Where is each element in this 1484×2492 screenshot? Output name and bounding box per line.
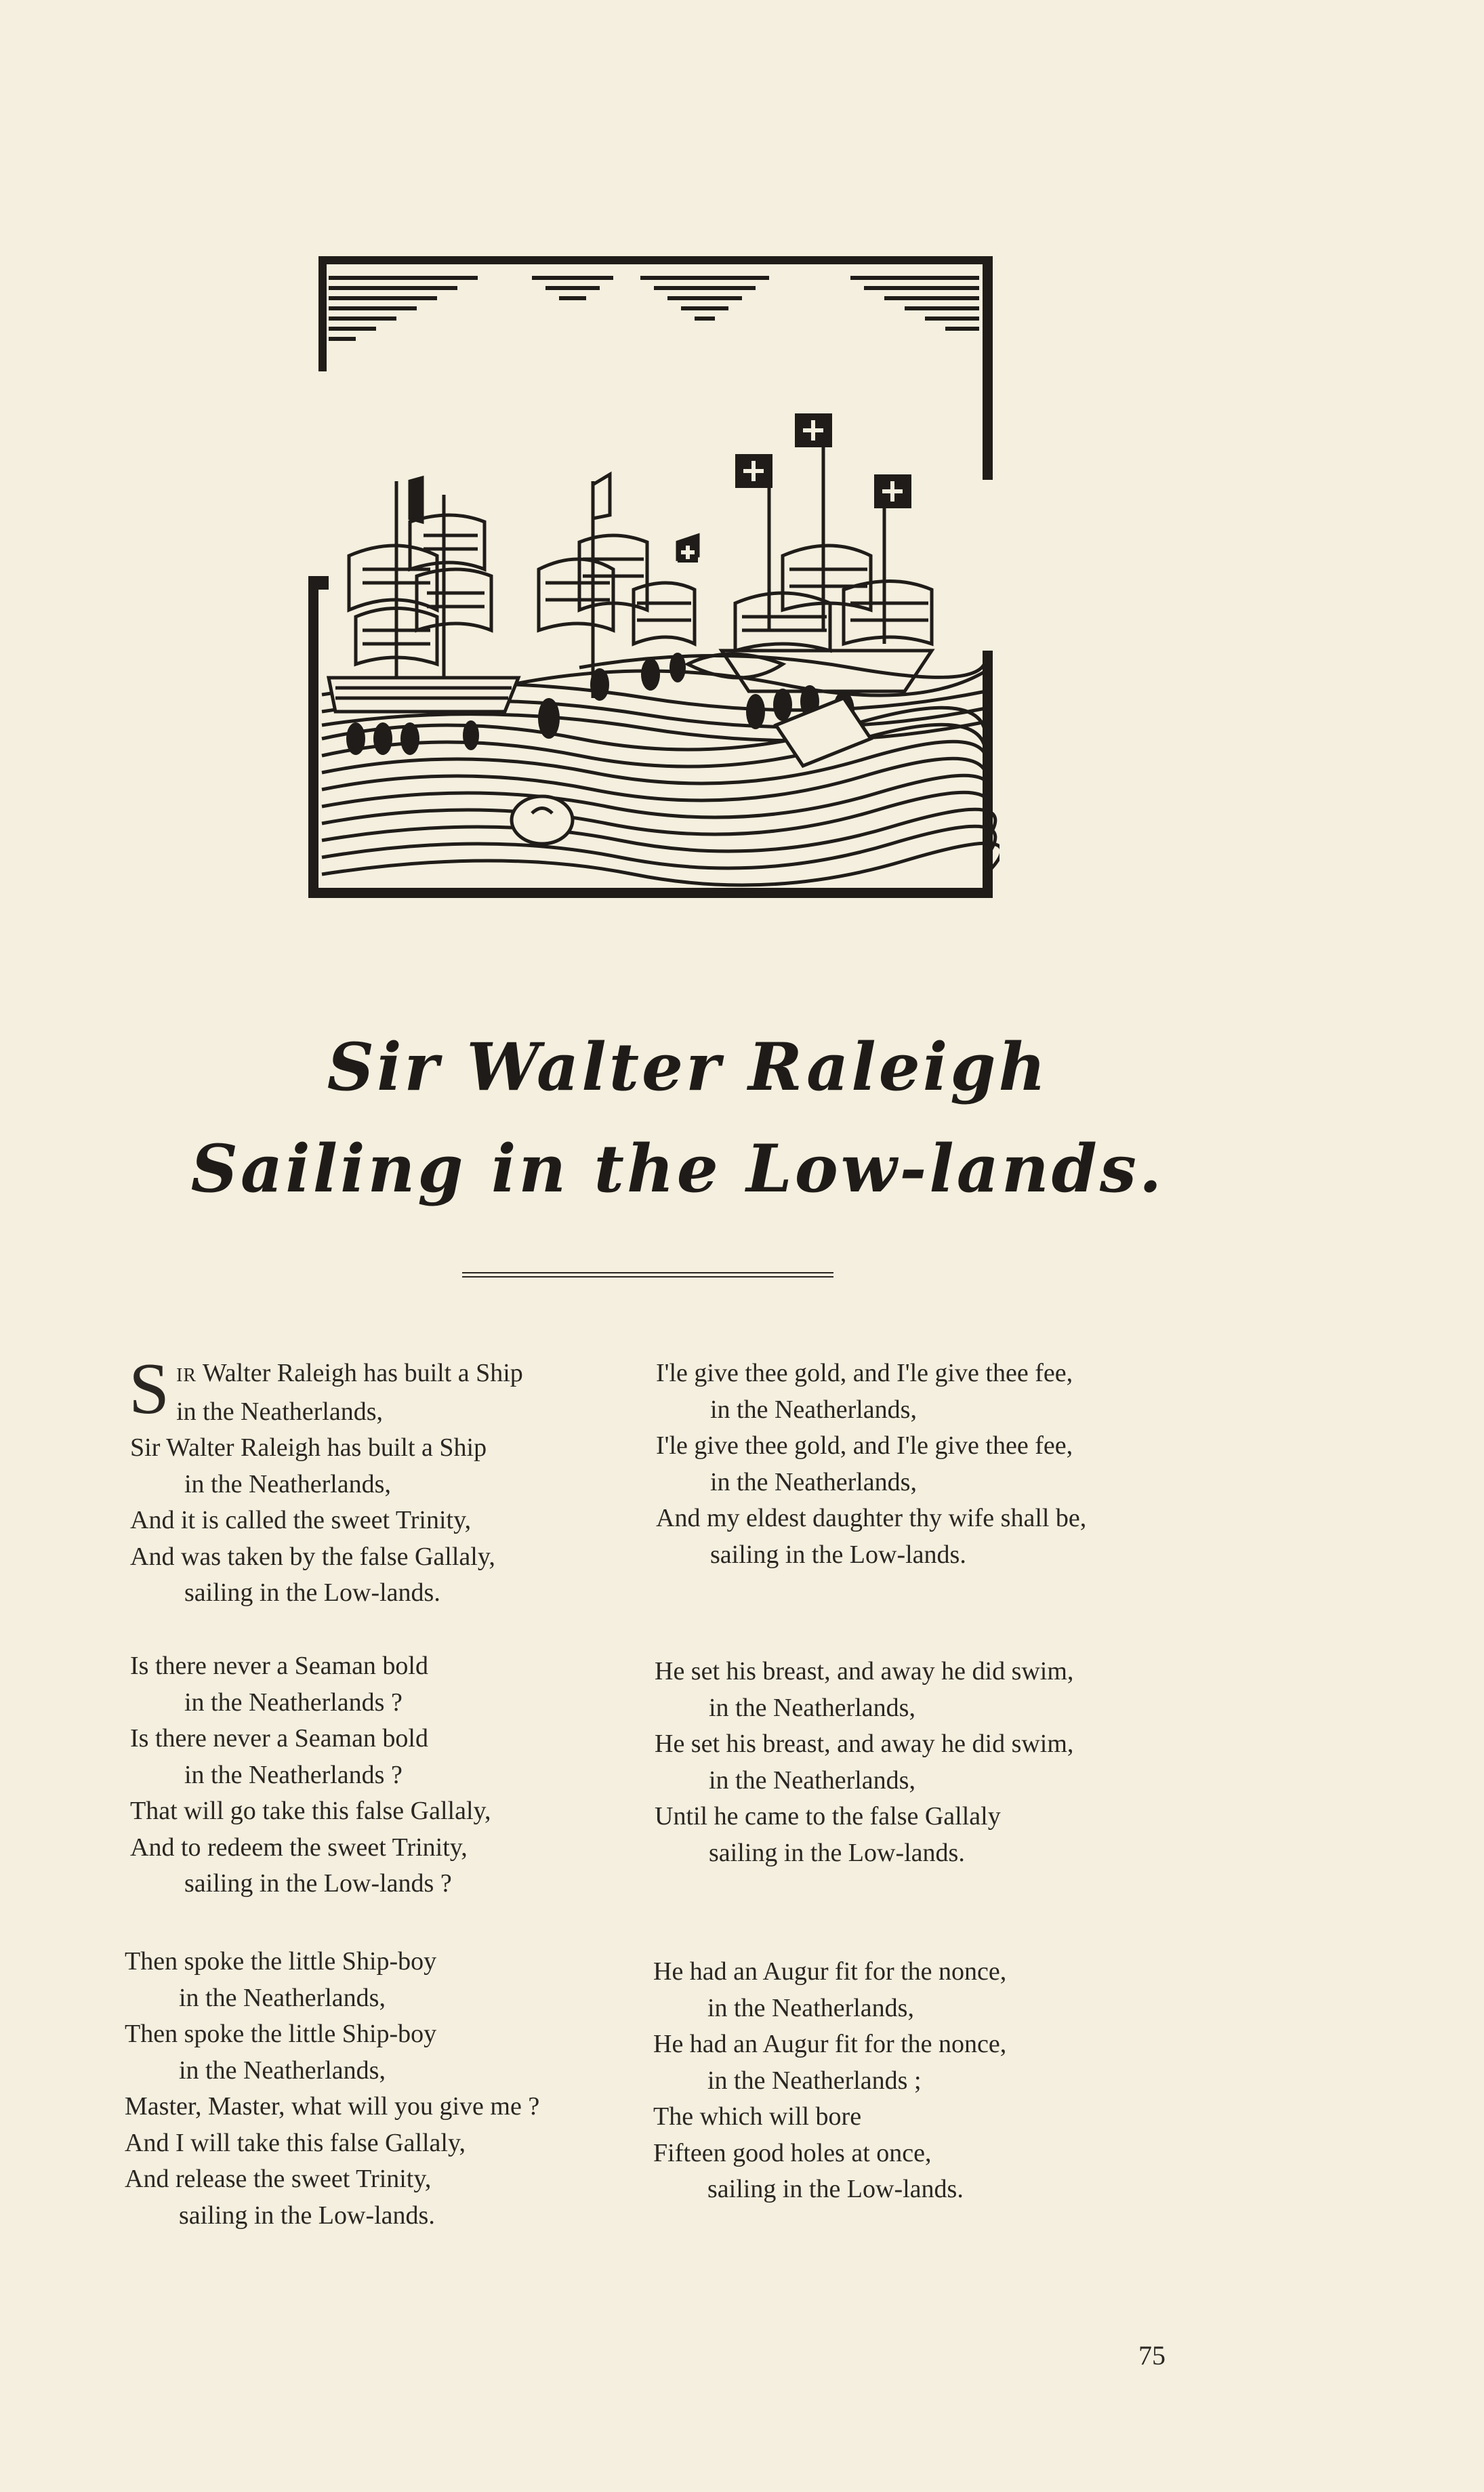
stanza-4	[656, 1355, 1171, 1573]
poem-line: in the Neatherlands,	[710, 1467, 917, 1496]
poem-line: in the Neatherlands,	[176, 1397, 384, 1426]
poem-line-text: Walter Raleigh has built a Ship	[197, 1359, 523, 1387]
poem-line: sailing in the Low-lands ?	[184, 1869, 452, 1898]
poem-line: in the Neatherlands ?	[184, 1760, 403, 1789]
poem-line: He set his breast, and away he did swim,	[655, 1657, 1074, 1686]
poem-line: in the Neatherlands,	[184, 1469, 391, 1498]
poem-line: sailing in the Low-lands.	[184, 1578, 440, 1607]
poem-line: Is there never a Seaman bold	[130, 1652, 428, 1680]
poem-line: And my eldest daughter thy wife shall be,	[656, 1504, 1087, 1532]
stanza-6	[653, 1954, 1168, 2208]
poem-line: Master, Master, what will you give me ?	[125, 2092, 540, 2121]
title-divider	[462, 1272, 833, 1279]
poem-line: sailing in the Low-lands.	[709, 1838, 965, 1867]
poem-line: And I will take this false Gallaly,	[125, 2128, 466, 2157]
poem-line	[130, 1355, 645, 1394]
stanza-5	[655, 1654, 1170, 1871]
stanza-1	[129, 1349, 645, 1612]
poem-line: in the Neatherlands,	[179, 1983, 386, 2012]
page-title-line-1: Sir Walter Raleigh	[327, 1029, 1049, 1105]
poem-line: in the Neatherlands ?	[184, 1688, 403, 1717]
poem-line: I'le give thee gold, and I'le give thee fee,	[656, 1431, 1073, 1460]
poem-line: sailing in the Low-lands.	[179, 2201, 435, 2230]
poem-line: in the Neatherlands,	[709, 1765, 915, 1795]
poem-line: He had an Augur fit for the nonce,	[653, 2030, 1007, 2058]
poem-line: The which will bore	[653, 2102, 862, 2131]
poem-line: Sir Walter Raleigh has built a Ship	[130, 1433, 487, 1462]
poem-line: He had an Augur fit for the nonce,	[653, 1957, 1007, 1986]
poem-line: I'le give thee gold, and I'le give thee fee,	[656, 1359, 1073, 1387]
poem-line: Then spoke the little Ship-boy	[125, 2020, 437, 2048]
poem-line: in the Neatherlands,	[710, 1395, 917, 1424]
stanza-2	[130, 1648, 645, 1902]
poem-line: in the Neatherlands ;	[707, 2066, 922, 2095]
poem-line: And to redeem the sweet Trinity,	[130, 1833, 468, 1862]
poem-line: in the Neatherlands,	[709, 1693, 915, 1722]
poem-line: sailing in the Low-lands.	[710, 1540, 966, 1569]
poem-line: in the Neatherlands,	[707, 1993, 914, 2022]
small-caps-word: IR	[176, 1365, 197, 1386]
poem-line: sailing in the Low-lands.	[707, 2175, 964, 2203]
stanza-3	[125, 1944, 640, 2234]
page-title-line-2: Sailing in the Low-lands.	[190, 1130, 1165, 1207]
poem-line: And release the sweet Trinity,	[125, 2165, 432, 2193]
page-number: 75	[1138, 2340, 1166, 2371]
poem-line: Then spoke the little Ship-boy	[125, 1947, 437, 1976]
ships-at-sea-woodcut-icon	[308, 251, 999, 901]
poem-line: And was taken by the false Gallaly,	[130, 1542, 495, 1571]
poem-line: That will go take this false Gallaly,	[130, 1797, 491, 1825]
poem-line: Is there never a Seaman bold	[130, 1724, 428, 1753]
drop-cap: S	[129, 1349, 170, 1429]
poem-line: And it is called the sweet Trinity,	[130, 1506, 472, 1534]
poem-line: He set his breast, and away he did swim,	[655, 1730, 1074, 1758]
poem-line: Until he came to the false Gallaly	[655, 1802, 1001, 1831]
poem-line: Fifteen good holes at once,	[653, 2138, 932, 2167]
poem-line: in the Neatherlands,	[179, 2056, 386, 2085]
